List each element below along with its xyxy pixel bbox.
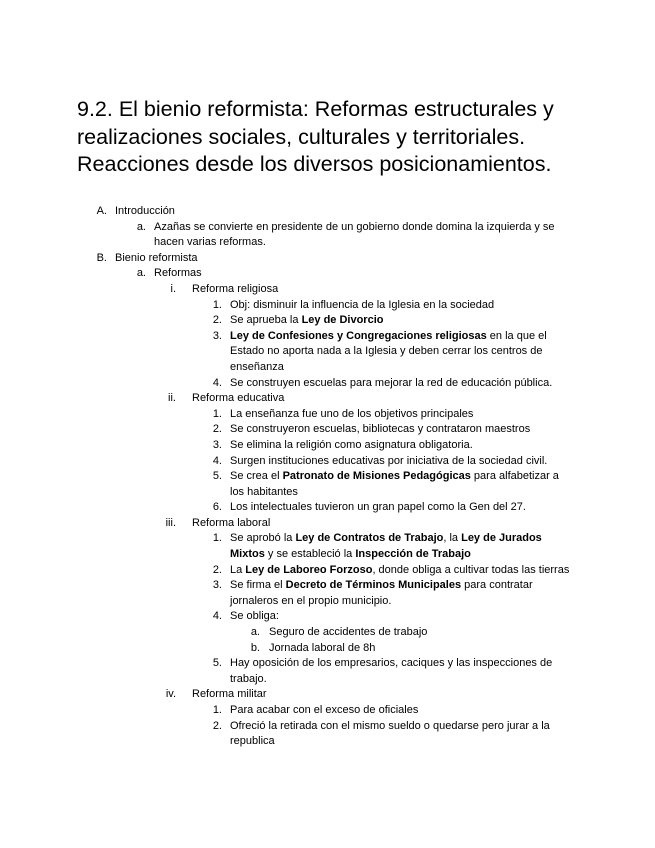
- section-heading: Reforma militar: [192, 688, 267, 701]
- list-item-text: Se construyeron escuelas, bibliotecas y contrataron maestros: [230, 423, 531, 436]
- list-item-text: Surgen instituciones educativas por iniciativa de la sociedad civil.: [230, 454, 548, 467]
- list-item: [0, 220, 655, 251]
- list-marker: 5.: [212, 470, 222, 483]
- section-heading: Reforma laboral: [192, 516, 271, 529]
- list-marker: iii.: [165, 516, 176, 529]
- list-item: [0, 641, 655, 657]
- list-item: [0, 251, 655, 267]
- list-marker: a.: [250, 626, 260, 639]
- list-item-text: Introducción: [115, 205, 175, 217]
- list-marker: 2.: [212, 423, 222, 436]
- list-marker: 2.: [212, 314, 222, 327]
- text-run: para contratar jornaleros en el propio municipio.: [230, 579, 533, 607]
- list-item: [0, 531, 655, 562]
- document-title: 9.2. El bienio reformista: Reformas estructurales y realizaciones sociales, culturales y territoriales. Reacciones desde los diversos posicionamientos.: [77, 97, 554, 176]
- bold-term: Decreto de Términos Municipales: [285, 579, 462, 592]
- list-item: [0, 656, 655, 687]
- list-marker: 1.: [212, 532, 222, 545]
- section-heading-laboral: [0, 516, 655, 532]
- list-item: [0, 407, 655, 423]
- list-marker: 2.: [212, 719, 222, 732]
- list-marker: 2.: [212, 563, 222, 576]
- bold-term: Inspección de Trabajo: [355, 548, 471, 561]
- bold-term: Ley de Divorcio: [301, 314, 384, 327]
- text-run: Se firma el: [230, 579, 286, 592]
- outline-list: [0, 204, 655, 750]
- list-marker: 4.: [212, 454, 222, 467]
- text-run: , donde obliga a cultivar todas las tierras: [372, 563, 570, 576]
- list-marker: 4.: [212, 610, 222, 623]
- list-item: [0, 609, 655, 625]
- list-item: [0, 422, 655, 438]
- list-marker: 3.: [212, 329, 222, 342]
- list-item: [0, 625, 655, 641]
- text-run: Se aprueba la: [230, 314, 302, 327]
- text-run: en la que el Estado no aporta nada a la Iglesia y deben cerrar los centros de enseñanza: [230, 329, 547, 373]
- list-marker: 3.: [212, 438, 222, 451]
- list-item: [0, 578, 655, 609]
- list-item-text: [230, 531, 575, 562]
- list-marker: 4.: [212, 376, 222, 389]
- list-item: [0, 469, 655, 500]
- list-item: [0, 719, 655, 750]
- bold-term: Ley de Laboreo Forzoso: [245, 563, 373, 576]
- list-marker: i.: [170, 282, 176, 295]
- list-item: [0, 563, 655, 579]
- list-marker: iv.: [165, 688, 176, 701]
- list-item: [0, 500, 655, 516]
- text-run: La: [230, 563, 246, 576]
- text-run: Se aprobó la: [230, 532, 296, 545]
- section-heading: Reforma religiosa: [192, 282, 279, 295]
- list-marker: ii.: [168, 392, 176, 405]
- list-marker: 3.: [212, 579, 222, 592]
- list-item-text: [230, 563, 575, 579]
- list-marker: a.: [136, 267, 146, 280]
- section-heading: Reforma educativa: [192, 392, 285, 405]
- list-item-text: Se construyen escuelas para mejorar la red de educación pública.: [230, 376, 553, 389]
- list-marker: 1.: [212, 298, 222, 311]
- list-item: [0, 376, 655, 392]
- list-item-text: Bienio reformista: [115, 251, 198, 264]
- list-item: [0, 204, 655, 220]
- list-item-text: Azañas se convierte en presidente de un gobierno donde domina la izquierda y se hacen varias reformas.: [154, 220, 555, 249]
- list-item: [0, 703, 655, 719]
- list-item-text: La enseñanza fue uno de los objetivos principales: [230, 407, 474, 420]
- list-item: [0, 438, 655, 454]
- list-item-text: Se obliga:: [230, 610, 279, 623]
- list-item-text: Reformas: [154, 267, 202, 280]
- list-item-text: [230, 469, 575, 500]
- list-marker: A.: [96, 205, 107, 217]
- list-item-text: Para acabar con el exceso de oficiales: [230, 704, 419, 716]
- list-marker: B.: [96, 251, 107, 264]
- text-run: para alfabetizar a los habitantes: [230, 470, 559, 498]
- text-run: Se crea el: [230, 470, 283, 483]
- section-heading-religiosa: [0, 282, 655, 298]
- section-heading-militar: [0, 687, 655, 703]
- list-item-text: Los intelectuales tuvieron un gran papel como la Gen del 27.: [230, 501, 526, 514]
- list-item-text: [230, 313, 575, 329]
- bold-term: Ley de Contratos de Trabajo: [295, 532, 444, 545]
- list-item: [0, 313, 655, 329]
- list-item-text: Ofreció la retirada con el mismo sueldo o quedarse pero jurar a la republica: [230, 719, 550, 748]
- list-item-text: Jornada laboral de 8h: [269, 641, 376, 654]
- text-run: , la: [443, 532, 462, 545]
- text-run: y se estableció la: [264, 548, 356, 561]
- list-item: [0, 329, 655, 376]
- bold-term: Ley de Confesiones y Congregaciones religiosas: [230, 329, 487, 342]
- list-marker: 1.: [212, 407, 222, 420]
- list-item-text: Seguro de accidentes de trabajo: [269, 626, 428, 639]
- section-heading-educativa: [0, 391, 655, 407]
- list-item-text: [230, 329, 575, 376]
- list-item-text: Se elimina la religión como asignatura obligatoria.: [230, 438, 473, 451]
- list-item-text: Obj: disminuir la influencia de la Iglesia en la sociedad: [230, 298, 495, 311]
- list-marker: 1.: [212, 704, 222, 716]
- list-item-text: Hay oposición de los empresarios, caciques y las inspecciones de trabajo.: [230, 657, 553, 685]
- list-item: [0, 454, 655, 470]
- bold-term: Patronato de Misiones Pedagógicas: [282, 470, 471, 483]
- list-marker: 6.: [212, 501, 222, 514]
- list-marker: b.: [250, 641, 260, 654]
- list-item: [0, 298, 655, 314]
- list-item-text: [230, 578, 575, 609]
- bold-term: Ley de Jurados Mixtos: [230, 532, 542, 561]
- list-marker: 5.: [212, 657, 222, 670]
- list-item: [0, 266, 655, 282]
- list-marker: a.: [136, 220, 146, 233]
